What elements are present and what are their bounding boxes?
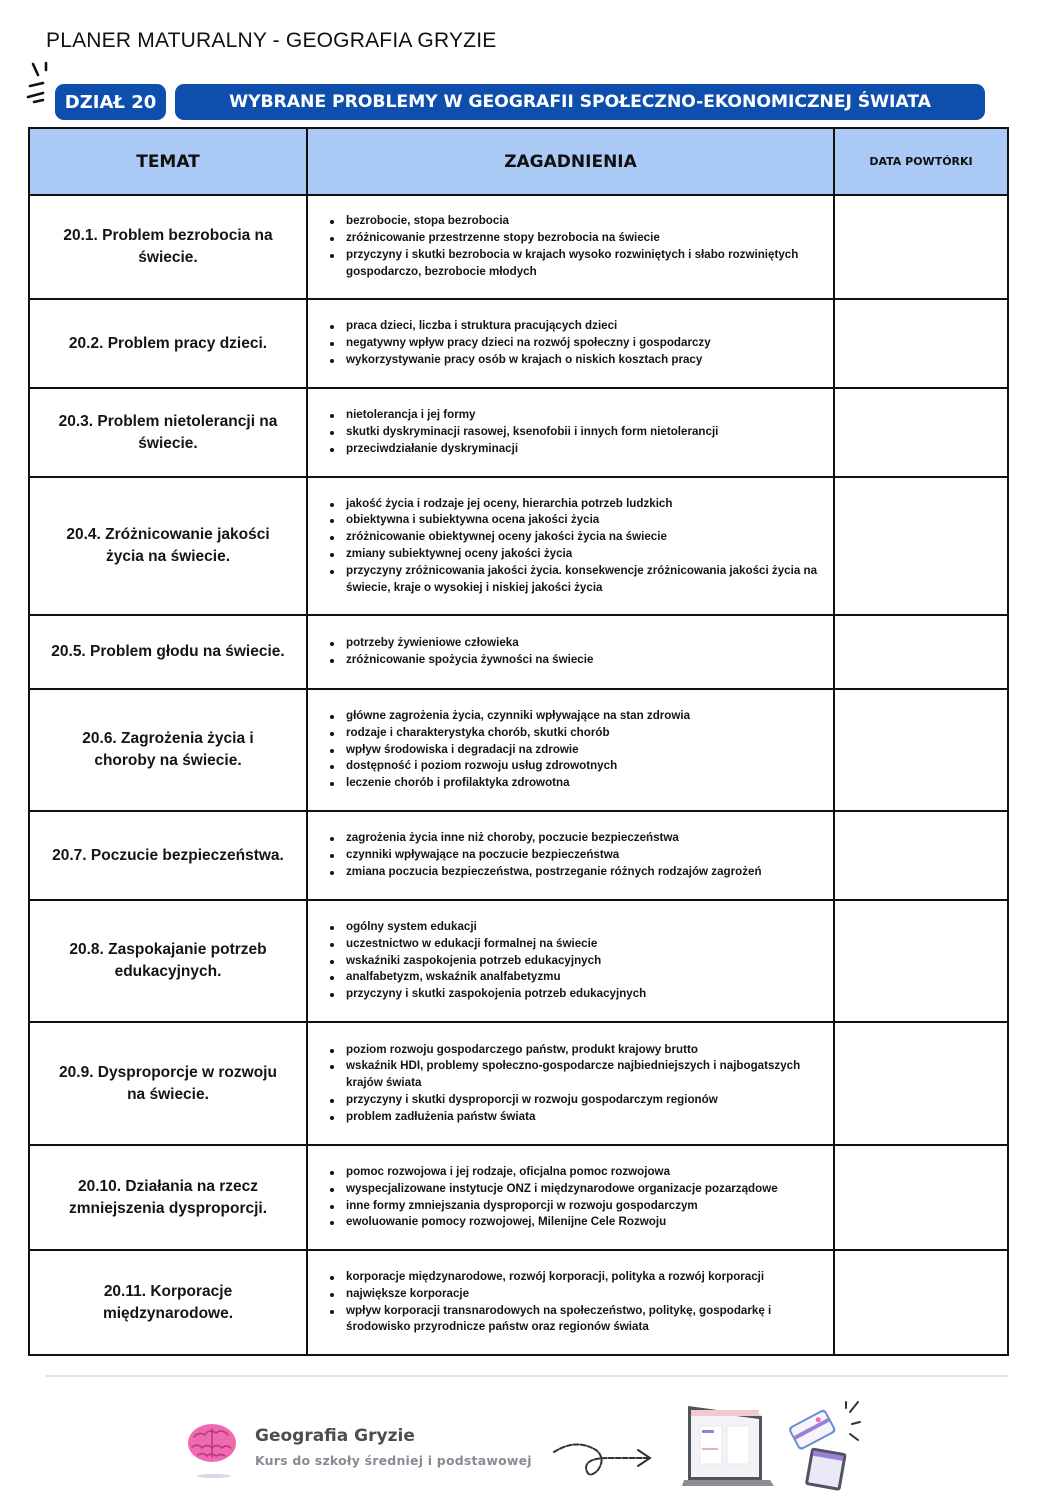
curly-arrow-icon [550, 1430, 655, 1480]
issue-item: bezrobocie, stopa bezrobocia [326, 213, 823, 230]
review-date-cell[interactable] [834, 900, 1008, 1022]
table-row [29, 689, 1008, 811]
issue-item: wpływ korporacji transnarodowych na społeczeństwo, politykę, gospodarkę i środowisko przyrodnicze państw oraz regionów świata [326, 1303, 823, 1337]
topic-cell: 20.10. Działania na rzecz zmniejszenia dysproporcji. [29, 1145, 307, 1250]
review-date-cell[interactable] [834, 388, 1008, 477]
issue-item: czynniki wpływające na poczucie bezpieczeństwa [326, 847, 823, 864]
issue-item: zmiany subiektywnej oceny jakości życia [326, 546, 823, 563]
issues-cell [307, 615, 834, 689]
issue-item: główne zagrożenia życia, czynniki wpływające na stan zdrowia [326, 708, 823, 725]
footer-divider [46, 1375, 1008, 1377]
topic-cell: 20.8. Zaspokajanie potrzeb edukacyjnych. [29, 900, 307, 1022]
topic-cell: 20.7. Poczucie bezpieczeństwa. [29, 811, 307, 900]
brand-name: Geografia Gryzie [255, 1426, 415, 1446]
issues-cell [307, 195, 834, 299]
issues-list [326, 1269, 823, 1336]
topic-cell: 20.4. Zróżnicowanie jakości życia na świecie. [29, 477, 307, 615]
issues-list [326, 496, 823, 597]
table-row [29, 1250, 1008, 1355]
issue-item: potrzeby żywieniowe człowieka [326, 635, 823, 652]
brand-tagline: Kurs do szkoły średniej i podstawowej [255, 1453, 532, 1468]
table-header-row [29, 128, 1008, 195]
review-date-cell[interactable] [834, 1145, 1008, 1250]
issues-list [326, 1042, 823, 1126]
brain-icon [186, 1421, 238, 1467]
devices-mockup-icon [680, 1398, 880, 1496]
issue-item: wskaźnik HDI, problemy społeczno-gospodarcze najbiedniejszych i najbogatszych krajów świata [326, 1058, 823, 1092]
section-number-pill: DZIAŁ 20 [55, 84, 166, 120]
issue-item: problem zadłużenia państw świata [326, 1109, 823, 1126]
planner-title: PLANER MATURALNY - GEOGRAFIA GRYZIE [46, 29, 497, 52]
topic-cell: 20.2. Problem pracy dzieci. [29, 299, 307, 388]
issue-item: nietolerancja i jej formy [326, 407, 823, 424]
issues-list [326, 708, 823, 792]
issue-item: inne formy zmniejszania dysproporcji w rozwoju gospodarczym [326, 1198, 823, 1215]
issues-cell [307, 689, 834, 811]
issues-cell [307, 1022, 834, 1145]
issue-item: przyczyny zróżnicowania jakości życia. konsekwencje zróżnicowania jakości życia na świecie, kraje o wysokiej i niskiej jakości życia [326, 563, 823, 597]
topic-cell: 20.9. Dysproporcje w rozwoju na świecie. [29, 1022, 307, 1145]
review-date-cell[interactable] [834, 615, 1008, 689]
issue-item: zróżnicowanie spożycia żywności na świecie [326, 652, 823, 669]
planner-table [28, 127, 1009, 1356]
review-date-cell[interactable] [834, 299, 1008, 388]
issue-item: obiektywna i subiektywna ocena jakości życia [326, 512, 823, 529]
issue-item: rodzaje i charakterystyka chorób, skutki chorób [326, 725, 823, 742]
issues-cell [307, 477, 834, 615]
issue-item: praca dzieci, liczba i struktura pracujących dzieci [326, 318, 823, 335]
topic-cell: 20.11. Korporacje międzynarodowe. [29, 1250, 307, 1355]
issue-item: przyczyny i skutki zaspokojenia potrzeb edukacyjnych [326, 986, 823, 1003]
issue-item: największe korporacje [326, 1286, 823, 1303]
table-row [29, 615, 1008, 689]
table-row [29, 299, 1008, 388]
issues-cell [307, 811, 834, 900]
column-header-data-powtorki: DATA POWTÓRKI [834, 128, 1008, 195]
column-header-temat: TEMAT [29, 128, 307, 195]
table-row [29, 388, 1008, 477]
issues-cell [307, 388, 834, 477]
issues-cell [307, 1145, 834, 1250]
issue-item: przyczyny i skutki dysproporcji w rozwoju gospodarczym regionów [326, 1092, 823, 1109]
issues-list [326, 1164, 823, 1231]
issue-item: korporacje międzynarodowe, rozwój korporacji, polityka a rozwój korporacji [326, 1269, 823, 1286]
review-date-cell[interactable] [834, 811, 1008, 900]
topic-cell: 20.3. Problem nietolerancji na świecie. [29, 388, 307, 477]
issue-item: wykorzystywanie pracy osób w krajach o niskich kosztach pracy [326, 352, 823, 369]
section-title-pill: WYBRANE PROBLEMY W GEOGRAFII SPOŁECZNO-EKONOMICZNEJ ŚWIATA [175, 84, 985, 120]
table-row [29, 195, 1008, 299]
issue-item: przeciwdziałanie dyskryminacji [326, 441, 823, 458]
issue-item: uczestnictwo w edukacji formalnej na świecie [326, 936, 823, 953]
topic-cell: 20.1. Problem bezrobocia na świecie. [29, 195, 307, 299]
issue-item: jakość życia i rodzaje jej oceny, hierarchia potrzeb ludzkich [326, 496, 823, 513]
issue-item: zmiana poczucia bezpieczeństwa, postrzeganie różnych rodzajów zagrożeń [326, 864, 823, 881]
issues-cell [307, 1250, 834, 1355]
issue-item: ewoluowanie pomocy rozwojowej, Milenijne Cele Rozwoju [326, 1214, 823, 1231]
issue-item: poziom rozwoju gospodarczego państw, produkt krajowy brutto [326, 1042, 823, 1059]
logo-shadow [197, 1474, 231, 1478]
issues-list [326, 407, 823, 457]
review-date-cell[interactable] [834, 1250, 1008, 1355]
issues-list [326, 830, 823, 880]
issue-item: zróżnicowanie obiektywnej oceny jakości życia na świecie [326, 529, 823, 546]
issue-item: ogólny system edukacji [326, 919, 823, 936]
issues-list [326, 919, 823, 1003]
column-header-zagadnienia: ZAGADNIENIA [307, 128, 834, 195]
review-date-cell[interactable] [834, 477, 1008, 615]
issue-item: wskaźniki zaspokojenia potrzeb edukacyjnych [326, 953, 823, 970]
issue-item: pomoc rozwojowa i jej rodzaje, oficjalna pomoc rozwojowa [326, 1164, 823, 1181]
issue-item: skutki dyskryminacji rasowej, ksenofobii i innych form nietolerancji [326, 424, 823, 441]
topic-cell: 20.6. Zagrożenia życia i choroby na świecie. [29, 689, 307, 811]
issues-list [326, 635, 823, 669]
issue-item: leczenie chorób i profilaktyka zdrowotna [326, 775, 823, 792]
issues-list [326, 318, 823, 368]
issues-list [326, 213, 823, 280]
issue-item: wpływ środowiska i degradacji na zdrowie [326, 742, 823, 759]
issue-item: przyczyny i skutki bezrobocia w krajach wysoko rozwiniętych i słabo rozwiniętych gospodarczo, bezrobocie młodych [326, 247, 823, 281]
review-date-cell[interactable] [834, 195, 1008, 299]
table-row [29, 900, 1008, 1022]
review-date-cell[interactable] [834, 689, 1008, 811]
table-row [29, 477, 1008, 615]
issue-item: negatywny wpływ pracy dzieci na rozwój społeczny i gospodarczy [326, 335, 823, 352]
issue-item: zróżnicowanie przestrzenne stopy bezrobocia na świecie [326, 230, 823, 247]
table-row [29, 1022, 1008, 1145]
topic-cell: 20.5. Problem głodu na świecie. [29, 615, 307, 689]
review-date-cell[interactable] [834, 1022, 1008, 1145]
issues-cell [307, 900, 834, 1022]
table-row [29, 811, 1008, 900]
issue-item: dostępność i poziom rozwoju usług zdrowotnych [326, 758, 823, 775]
issue-item: wyspecjalizowane instytucje ONZ i międzynarodowe organizacje pozarządowe [326, 1181, 823, 1198]
table-row [29, 1145, 1008, 1250]
issue-item: analfabetyzm, wskaźnik analfabetyzmu [326, 969, 823, 986]
issues-cell [307, 299, 834, 388]
issue-item: zagrożenia życia inne niż choroby, poczucie bezpieczeństwa [326, 830, 823, 847]
